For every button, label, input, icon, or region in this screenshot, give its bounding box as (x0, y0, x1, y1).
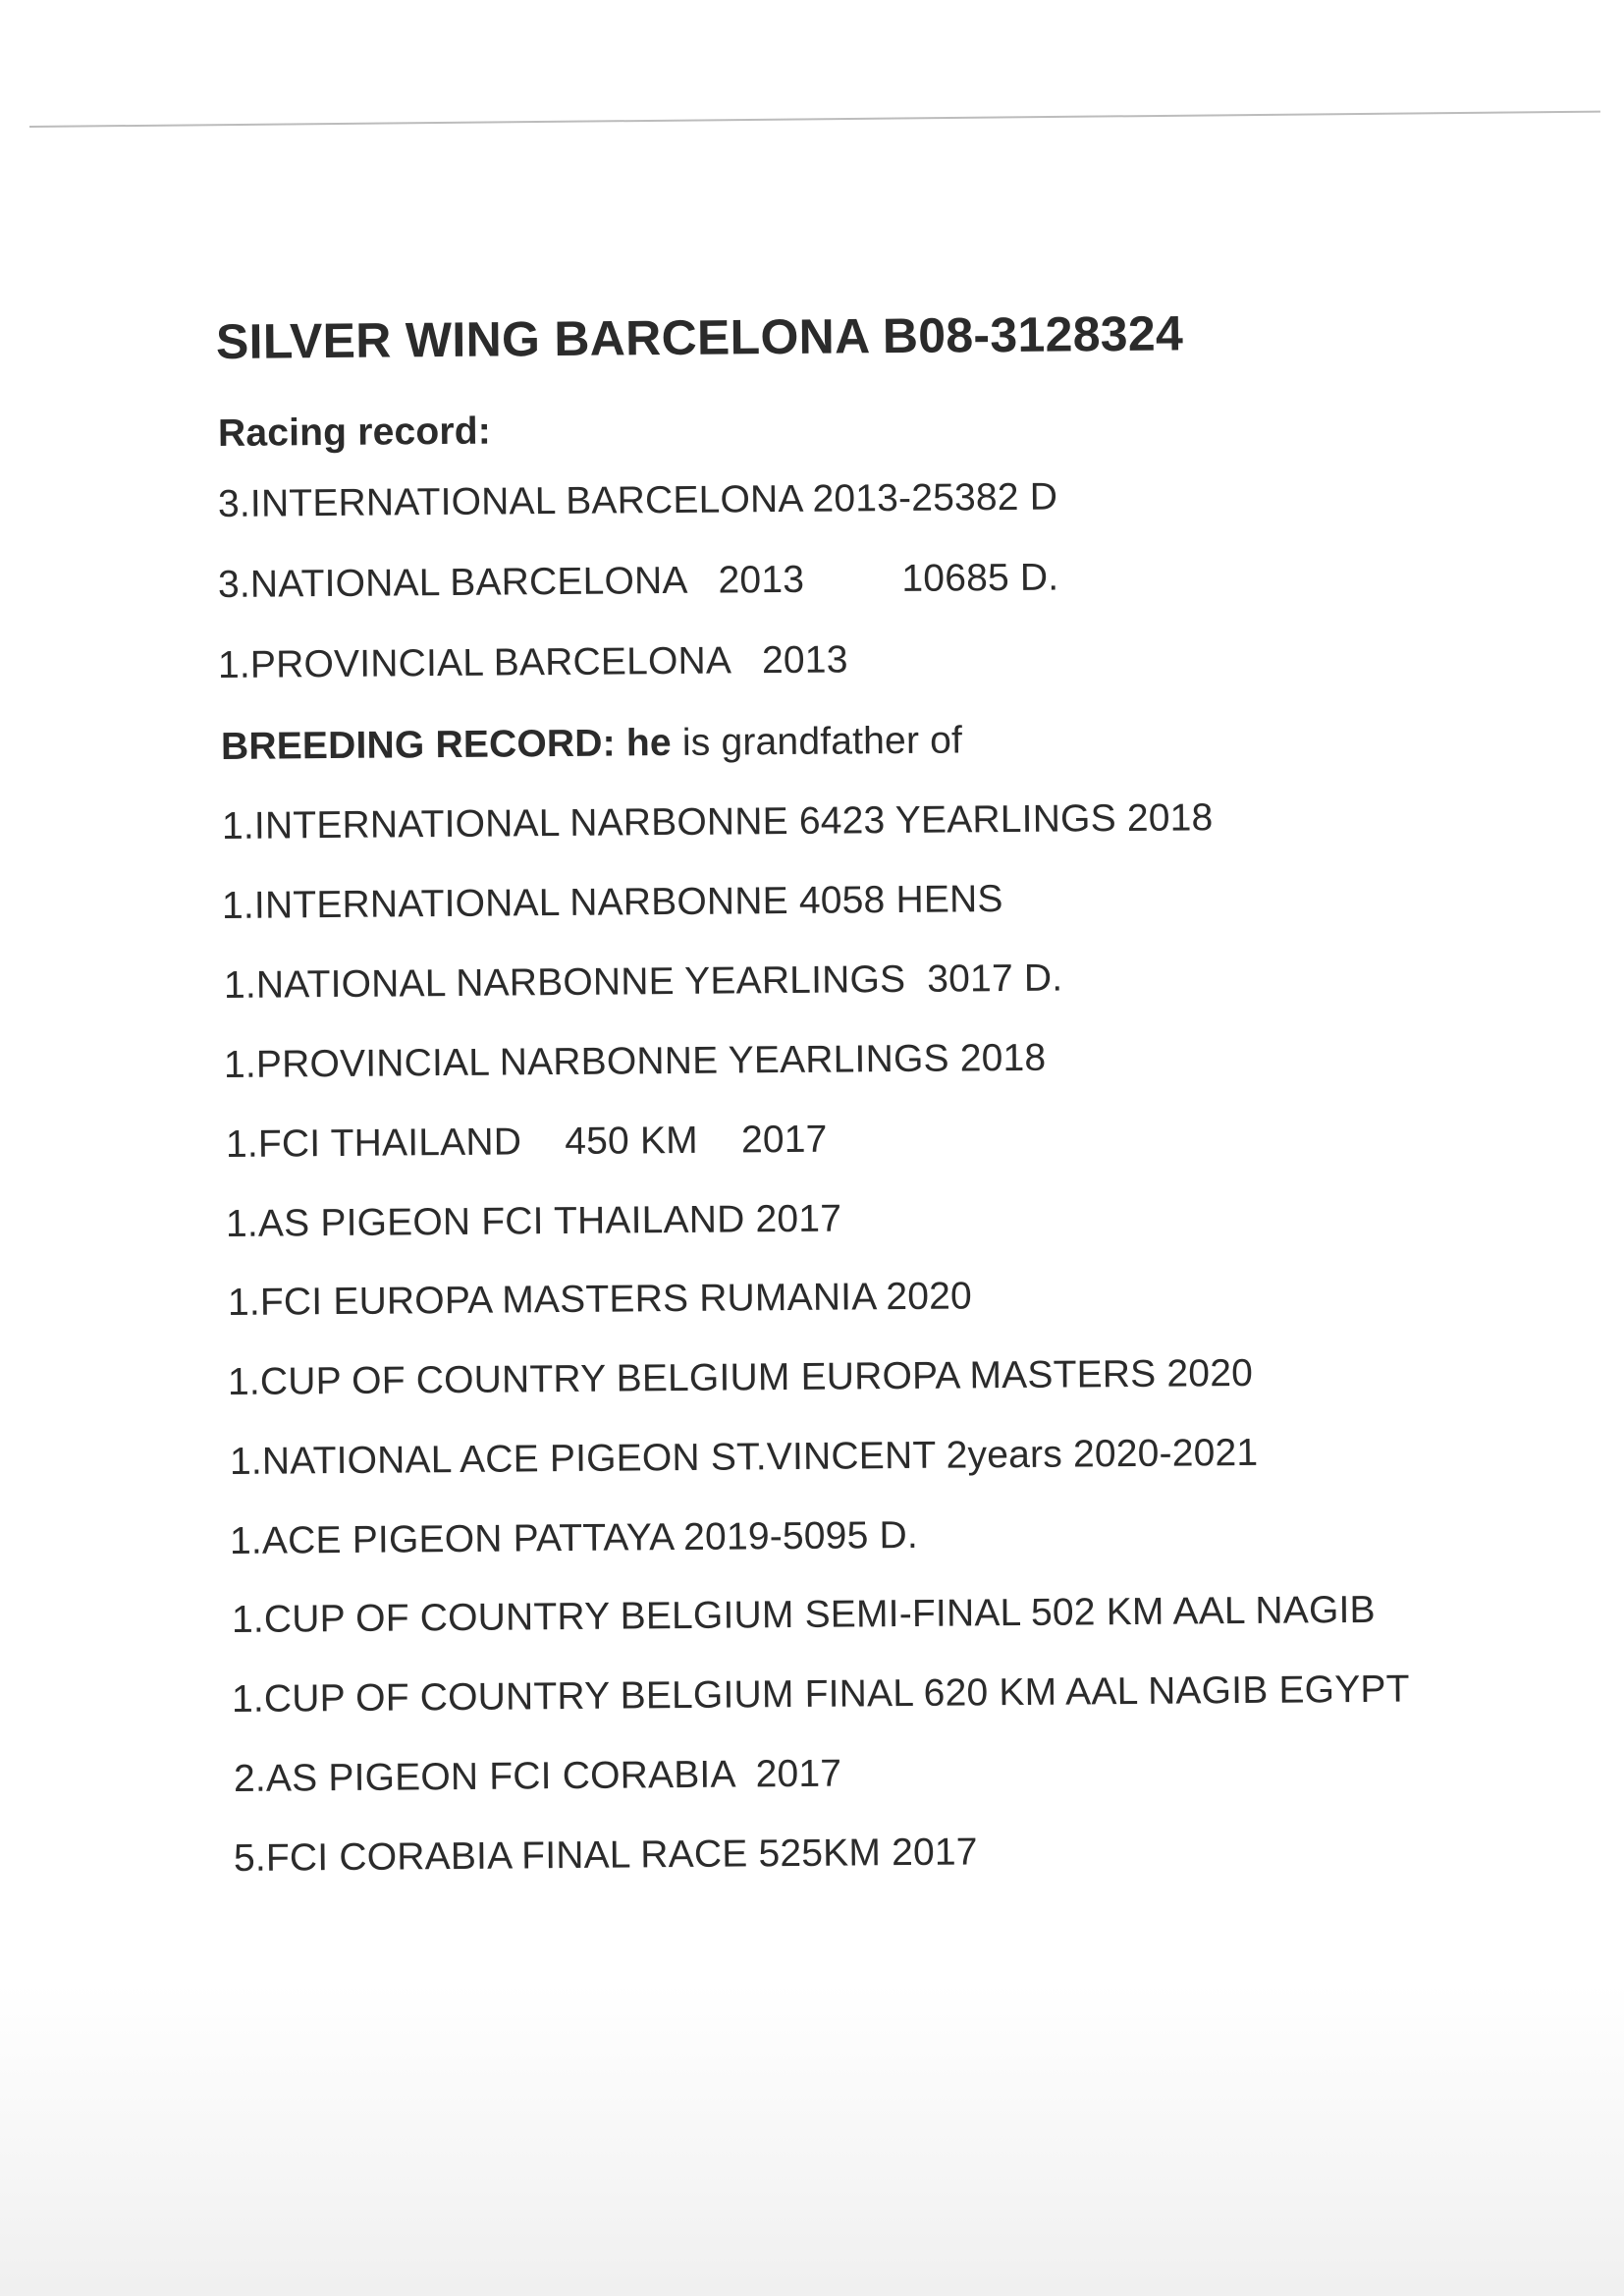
document-title: SILVER WING BARCELONA B08-3128324 (215, 305, 1184, 369)
breeding-record-line: 1.ACE PIGEON PATTAYA 2019-5095 D. (229, 1513, 919, 1562)
racing-record-line: 3.NATIONAL BARCELONA 2013 10685 D. (217, 556, 1059, 606)
racing-record-line: 1.PROVINCIAL BARCELONA 2013 (217, 638, 848, 686)
breeding-record-line: 1.CUP OF COUNTRY BELGIUM SEMI-FINAL 502 KM AAL NAGIB (231, 1588, 1376, 1641)
breeding-record-line: 1.FCI THAILAND 450 KM 2017 (225, 1118, 828, 1166)
breeding-record-line: 1.AS PIGEON FCI THAILAND 2017 (225, 1197, 842, 1245)
breeding-record-line: 1.NATIONAL NARBONNE YEARLINGS 3017 D. (223, 957, 1063, 1007)
breeding-record-line: 1.INTERNATIONAL NARBONNE 4058 HENS (221, 878, 1003, 927)
breeding-record-line: 1.INTERNATIONAL NARBONNE 6423 YEARLINGS 2018 (221, 796, 1214, 847)
racing-record-line: 3.INTERNATIONAL BARCELONA 2013-25382 D (217, 475, 1058, 525)
scan-edge-line (29, 111, 1600, 128)
breeding-record-line: 1.CUP OF COUNTRY BELGIUM EUROPA MASTERS 2020 (227, 1351, 1254, 1403)
breeding-record-line: 1.CUP OF COUNTRY BELGIUM FINAL 620 KM AAL NAGIB EGYPT (231, 1667, 1410, 1721)
racing-record-heading: Racing record: (217, 410, 492, 455)
scan-shadow (0, 1984, 1624, 2296)
breeding-record-subject: he (625, 721, 673, 765)
breeding-record-line: 1.PROVINCIAL NARBONNE YEARLINGS 2018 (223, 1036, 1047, 1086)
breeding-record-label: BREEDING RECORD: (220, 722, 617, 768)
breeding-record-line: 1.NATIONAL ACE PIGEON ST.VINCENT 2years 2020-2021 (229, 1431, 1259, 1483)
breeding-record-heading (221, 717, 963, 771)
breeding-record-text: is grandfather of (681, 719, 963, 764)
breeding-record-line: 1.FCI EUROPA MASTERS RUMANIA 2020 (227, 1275, 973, 1324)
breeding-record-line: 5.FCI CORABIA FINAL RACE 525KM 2017 (233, 1831, 978, 1880)
breeding-record-line: 2.AS PIGEON FCI CORABIA 2017 (233, 1752, 842, 1800)
